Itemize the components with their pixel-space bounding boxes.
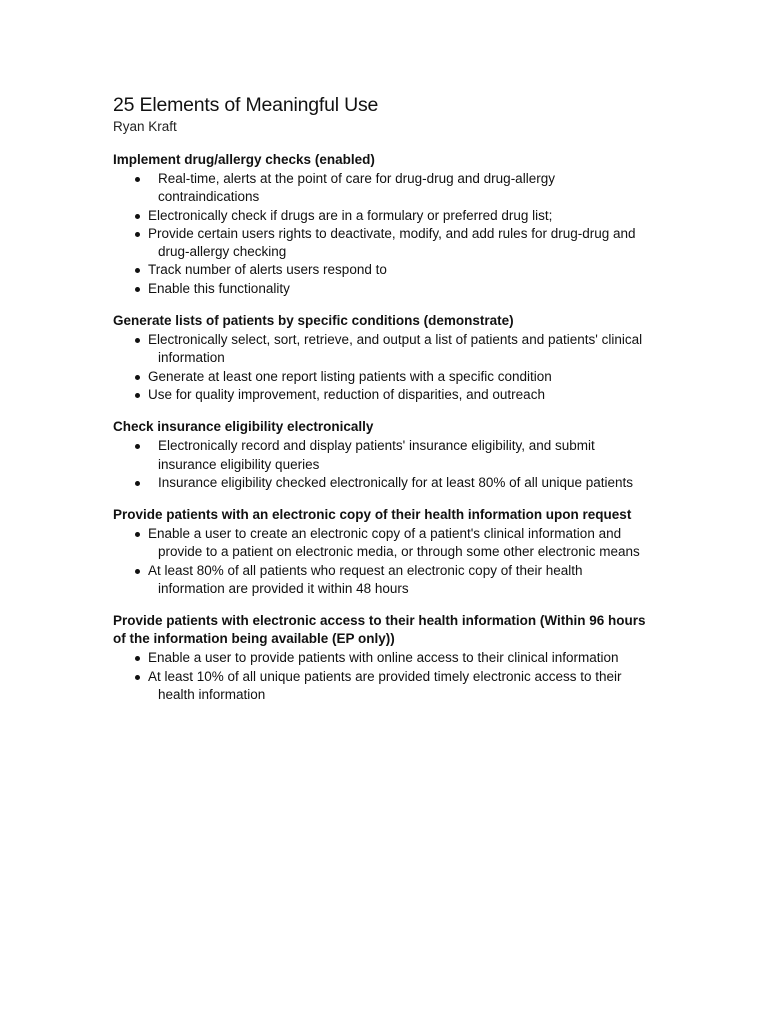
bullet-list — [113, 525, 653, 598]
list-item — [113, 225, 653, 262]
list-item-text: At least 10% of all unique patients are provided timely electronic access to their health information — [148, 668, 622, 702]
list-item-text: Provide certain users rights to deactivate, modify, and add rules for drug-drug and drug-allergy checking — [148, 225, 636, 260]
list-item — [113, 437, 653, 474]
list-item-text: Enable a user to provide patients with online access to their clinical information — [148, 650, 619, 666]
bullet-list — [113, 649, 653, 704]
bullet-icon — [135, 675, 140, 680]
section-drug-allergy-checks — [113, 151, 653, 298]
list-item-text: Real-time, alerts at the point of care for drug-drug and drug-allergy contraindications — [158, 171, 555, 205]
bullet-icon — [135, 268, 140, 273]
section-heading: Provide patients with an electronic copy of their health information upon request — [113, 507, 632, 523]
bullet-icon — [135, 656, 140, 661]
bullet-list — [113, 331, 653, 404]
section-insurance-eligibility — [113, 418, 653, 492]
bullet-icon — [135, 393, 140, 398]
list-item-text: Enable this functionality — [148, 280, 290, 296]
list-item-text: Use for quality improvement, reduction of disparities, and outreach — [148, 386, 545, 402]
section-patient-lists — [113, 312, 653, 404]
list-item-text: Insurance eligibility checked electronically for at least 80% of all unique patients — [158, 474, 634, 490]
bullet-icon — [135, 338, 140, 343]
document-content — [113, 92, 653, 704]
list-item — [113, 331, 653, 368]
list-item — [113, 668, 653, 705]
bullet-list — [113, 437, 653, 492]
bullet-icon — [135, 569, 140, 574]
list-item — [113, 261, 653, 279]
section-heading: Implement drug/allergy checks (enabled) — [113, 152, 375, 167]
section-heading: Check insurance eligibility electronically — [113, 419, 374, 435]
bullet-icon — [135, 177, 140, 182]
list-item — [113, 649, 653, 667]
list-item-text: Enable a user to create an electronic copy of a patient's clinical information and provide to a patient on electronic media, or through some other electronic means — [148, 526, 640, 560]
list-item — [113, 562, 653, 599]
bullet-list — [113, 170, 653, 298]
list-item-text: Electronically record and display patients' insurance eligibility, and submit insurance eligibility queries — [158, 438, 595, 472]
list-item — [113, 474, 653, 492]
list-item — [113, 280, 653, 298]
list-item-text: Electronically select, sort, retrieve, and output a list of patients and patients' clinical information — [148, 332, 643, 366]
section-electronic-access — [113, 612, 653, 704]
section-heading: Generate lists of patients by specific conditions (demonstrate) — [113, 313, 514, 329]
list-item — [113, 368, 653, 386]
bullet-icon — [135, 214, 140, 219]
bullet-icon — [135, 532, 140, 537]
bullet-icon — [135, 287, 140, 292]
section-heading: Provide patients with electronic access to their health information (Within 96 hours of the information being available (EP only)) — [113, 613, 646, 647]
list-item — [113, 525, 653, 562]
list-item — [113, 207, 653, 225]
bullet-icon — [135, 444, 140, 449]
bullet-icon — [135, 232, 140, 237]
list-item-text: Generate at least one report listing patients with a specific condition — [148, 368, 552, 384]
bullet-icon — [135, 375, 140, 380]
list-item-text: At least 80% of all patients who request an electronic copy of their health information are provided it within 48 hours — [148, 562, 583, 597]
list-item — [113, 170, 653, 207]
list-item-text: Track number of alerts users respond to — [148, 262, 387, 278]
list-item-text: Electronically check if drugs are in a formulary or preferred drug list; — [148, 207, 553, 223]
section-electronic-copy — [113, 506, 653, 598]
document-author: Ryan Kraft — [113, 119, 177, 134]
list-item — [113, 386, 653, 404]
document-title: 25 Elements of Meaningful Use — [113, 94, 379, 116]
bullet-icon — [135, 481, 140, 486]
